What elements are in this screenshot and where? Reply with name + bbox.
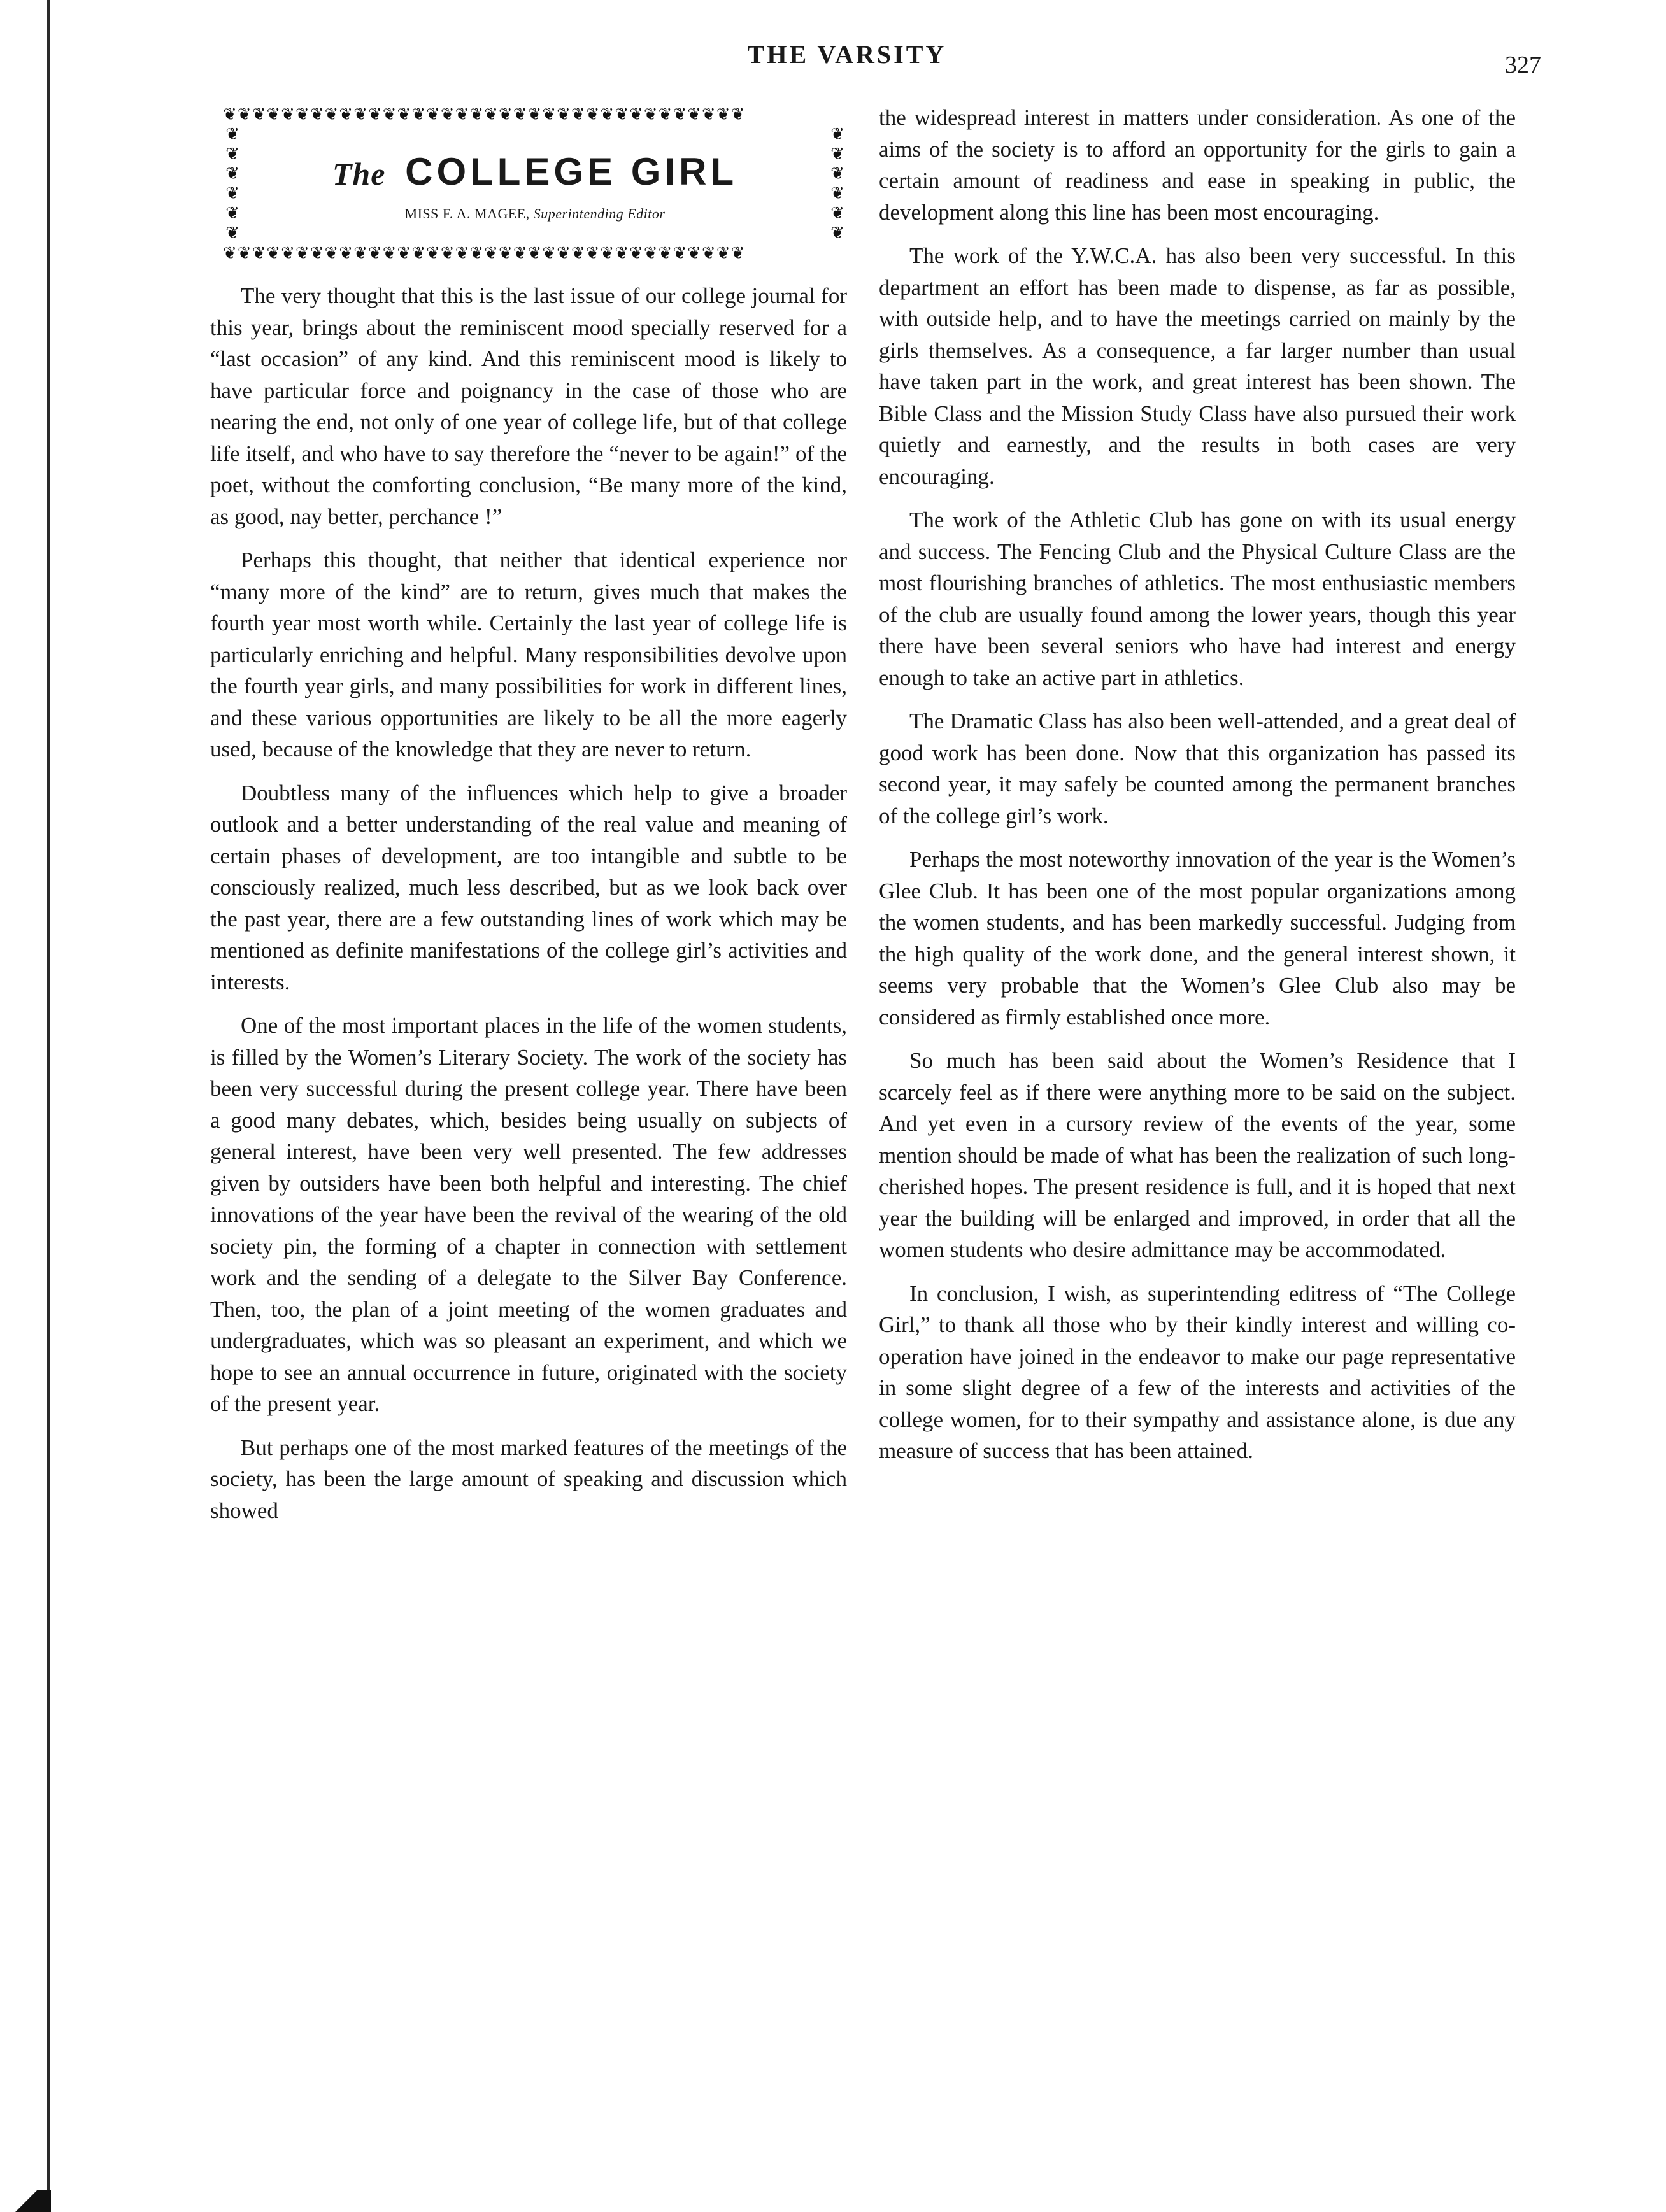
corner-mark: [13, 2190, 51, 2212]
editor-line: [248, 206, 822, 222]
paragraph: The work of the Y.W.C.A. has also been very successful. In this department an effort has been made to dispense, as far as possible, with outside help, and to have the meetings carried on mainly by the girls themselves. As a consequence, a far larger number than usual have taken part in the work, and great interest has been shown. The Bible Class and the Mission Study Class have also pursued their work quietly and earnestly, and the results in both cases are very encouraging.: [879, 243, 1516, 489]
editor-role: Superintending Editor: [533, 206, 666, 222]
section-title-prefix: The: [332, 156, 386, 192]
paragraph: Perhaps this thought, that neither that identical experience nor “many more of the kind” are to return, gives much that makes the fourth year most worth while. Certainly the last year of college life is particularly enriching and helpful. Many responsibilities devolve upon the fourth year girls, and many possibilities for work in different lines, and these various opportunities are likely to be all the more eagerly used, because of the knowledge that they are never to return.: [210, 548, 847, 762]
page-number: 327: [1505, 52, 1541, 78]
paragraph: Perhaps the most noteworthy innovation of the year is the Women’s Glee Club. It has been one of the most popular organizations among the women students, and has been markedly successful. Judging from the high quality of the work done, and the general interest shown, it seems very probable that the Women’s Glee Club also may be considered as firmly established once more.: [879, 847, 1516, 1030]
ornament-border-bottom: ❦❦❦❦❦❦❦❦❦❦❦❦❦❦❦❦❦❦❦❦❦❦❦❦❦❦❦❦❦❦❦❦❦❦❦❦: [223, 244, 746, 262]
paragraph: Doubtless many of the influences which help to give a broader outlook and a better understanding of the real value and meaning of certain phases of development, are too intangible and subtle to be consciously realized, much less described, but as we look back over the past year, there are a few outstanding lines of work which may be mentioned as definite manifestations of the college girl’s activities and interests.: [210, 780, 847, 995]
paragraph: So much has been said about the Women’s Residence that I scarcely feel as if there were anything more to be said on the subject. And yet even in a cursory review of the events of the year, some mention should be made of what has been the realization of such long-cherished hopes. The present residence is full, and it is hoped that next year the building will be enlarged and improved, in order that all the women students who desire admittance may be accommodated.: [879, 1048, 1516, 1262]
paragraph: the widespread interest in matters under consideration. As one of the aims of the society is to afford an opportunity for the girls to gain a certain amount of readiness and ease in speaking in public, the development along this line has been most encouraging.: [879, 105, 1516, 225]
binding-edge-line: [47, 0, 50, 2212]
paragraph: One of the most important places in the life of the women students, is filled by the Women’s Literary Society. The work of the society has been very successful during the present college year. There have been a good many debates, which, besides being usually on subjects of general interest, have been very well presented. The few addresses given by outsiders have been both helpful and interesting. The chief innovations of the year have been the revival of the wearing of the old society pin, the forming of a chapter in connection with settlement work and the sending of a delegate to the Silver Bay Conference. Then, too, the plan of a joint meeting of the women graduates and undergraduates, which was so pleasant an experiment, and which we hope to see an annual occurrence in future, originated with the society of the present year.: [210, 1013, 847, 1416]
ornament-border-right: ❦ ❦ ❦ ❦ ❦ ❦: [830, 125, 844, 242]
paragraph: The Dramatic Class has also been well-attended, and a great deal of good work has been done. Now that this organization has passed its second year, it may safely be counted among the permanent branches of the college girl’s work.: [879, 709, 1516, 828]
section-title: [248, 150, 822, 194]
section-header-box: [223, 105, 847, 263]
section-title-text: COLLEGE GIRL: [405, 150, 738, 193]
right-column: [879, 102, 1516, 1479]
ornament-border-left: ❦ ❦ ❦ ❦ ❦ ❦: [225, 125, 239, 242]
paragraph: In conclusion, I wish, as superintending editress of “The College Girl,” to thank all those who by their kindly interest and willing co-operation have joined in the endeavor to make our page representative in some slight degree of a few of the interests and activities of the college women, for to their sympathy and assistance alone, is due any measure of success that has been attained.: [879, 1280, 1516, 1463]
paragraph: The very thought that this is the last issue of our college journal for this year, brings about the reminiscent mood specially reserved for a “last occasion” of any kind. And this reminiscent mood is likely to have particular force and poignancy in the case of those who are nearing the end, not only of one year of college life, but of that college life itself, and who have to say therefore the “never to be again!” of the poet, without the comforting conclusion, “Be many more of the kind, as good, nay better, perchance !”: [210, 283, 847, 529]
running-head: THE VARSITY: [747, 40, 947, 69]
paragraph: But perhaps one of the most marked features of the meetings of the society, has been the large amount of speaking and discussion which showed: [210, 1435, 847, 1523]
ornament-border-top: ❦❦❦❦❦❦❦❦❦❦❦❦❦❦❦❦❦❦❦❦❦❦❦❦❦❦❦❦❦❦❦❦❦❦❦❦: [223, 105, 746, 124]
paragraph: The work of the Athletic Club has gone on with its usual energy and success. The Fencing Club and the Physical Culture Class are the most flourishing branches of athletics. The most enthusiastic members of the club are usually found among the lower years, though this year there have been several seniors who have had interest and energy enough to take an active part in athletics.: [879, 507, 1516, 690]
left-column: [210, 280, 847, 1538]
editor-name: MISS F. A. MAGEE,: [404, 206, 530, 222]
